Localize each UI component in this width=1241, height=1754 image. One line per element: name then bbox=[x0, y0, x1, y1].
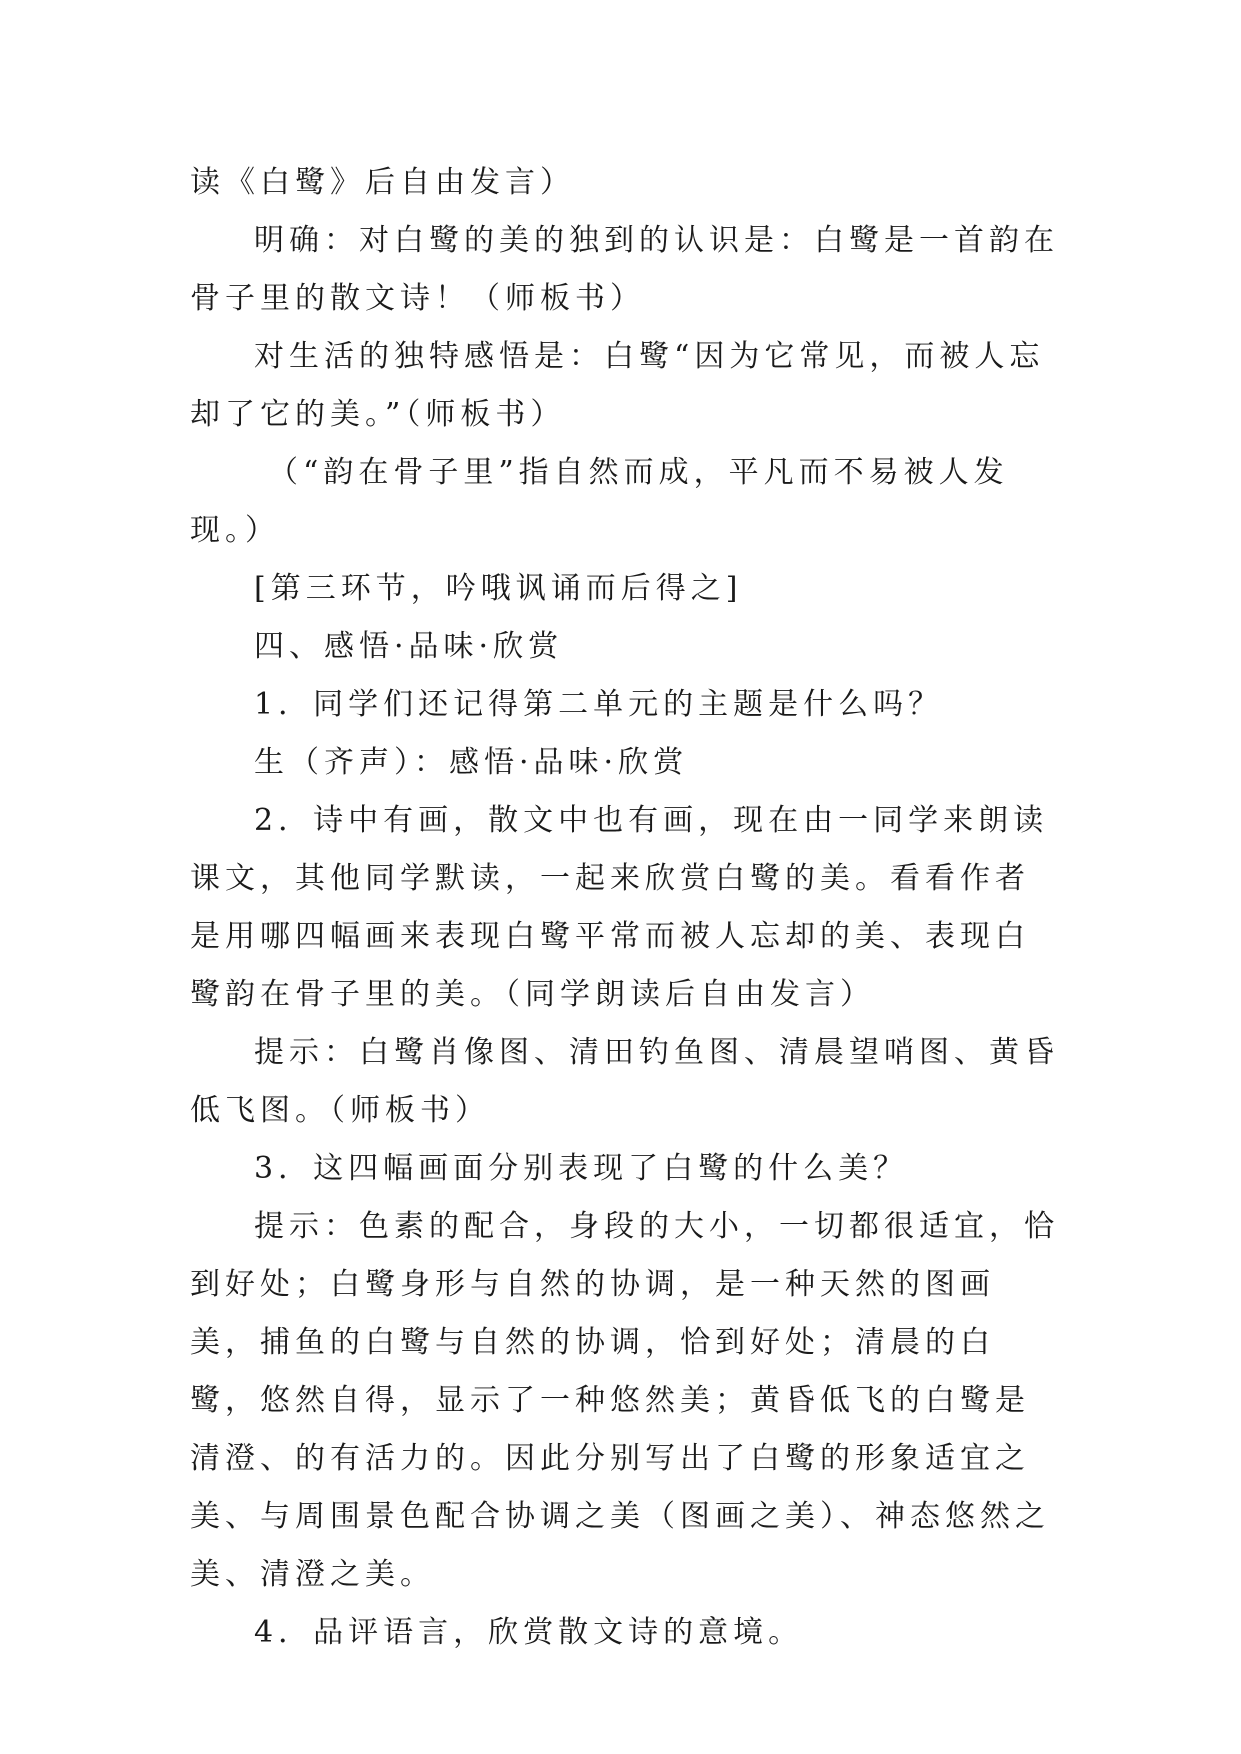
paragraph-clarification: 明确：对白鹭的美的独到的认识是：白鹭是一首韵在骨子里的散文诗！（师板书） bbox=[190, 223, 1059, 316]
paragraph-life-insight: 对生活的独特感悟是：白鹭“因为它常见，而被人忘却了它的美。”（师板书） bbox=[190, 339, 1045, 432]
hint-2: 提示：色素的配合，身段的大小，一切都很适宜，恰到好处；白鹭身形与自然的协调，是一种天然的图画美，捕鱼的白鹭与自然的协调，恰到好处；清晨的白鹭，悠然自得，显示了一种悠然美；黄昏低飞的白鹭是清澄、的有活力的。因此分别写出了白鹭的形象适宜之美、与周围景色配合协调之美（图画之美）、神态悠然之美、清澄之美。 bbox=[190, 1209, 1059, 1592]
paragraph-note: （“韵在骨子里”指自然而成，平凡而不易被人发现。） bbox=[190, 455, 1009, 548]
question-2: 2．诗中有画，散文中也有画，现在由一同学来朗读课文，其他同学默读，一起来欣赏白鹭的美。看看作者是用哪四幅画来表现白鹭平常而被人忘却的美、表现白鹭韵在骨子里的美。（同学朗读后自由发言） bbox=[190, 803, 1049, 1012]
document-body bbox=[190, 154, 1060, 1662]
question-4: 4．品评语言，欣赏散文诗的意境。 bbox=[254, 1615, 804, 1650]
section-heading: 四、感悟·品味·欣赏 bbox=[254, 629, 564, 664]
hint-1: 提示：白鹭肖像图、清田钓鱼图、清晨望哨图、黄昏低飞图。（师板书） bbox=[190, 1035, 1059, 1128]
question-3: 3．这四幅画面分别表现了白鹭的什么美？ bbox=[254, 1151, 909, 1186]
student-answer: 生（齐声）：感悟·品味·欣赏 bbox=[254, 745, 689, 780]
paragraph-continuation: 读《白鹭》后自由发言） bbox=[190, 165, 575, 200]
question-1: 1．同学们还记得第二单元的主题是什么吗？ bbox=[254, 687, 944, 722]
paragraph-section-marker: [第三环节，吟哦讽诵而后得之] bbox=[254, 571, 743, 606]
